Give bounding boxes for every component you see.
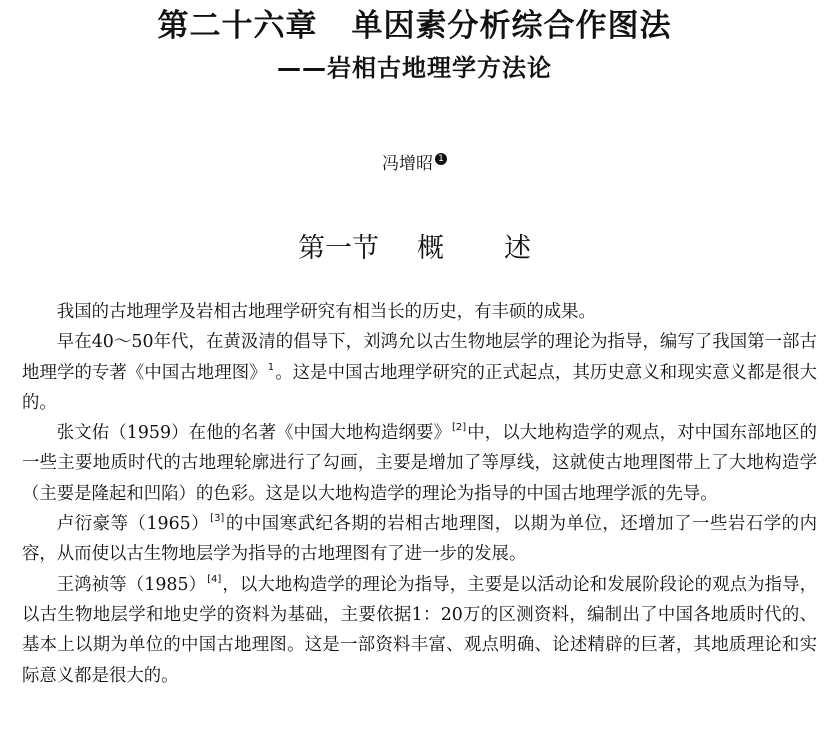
paragraph-2-after-ref: 。这是中国古地理学研究的正式起点，其历史意义和现实意义都是很大的。 [22, 362, 817, 413]
paragraph-2-before-ref: 早在40～50年代，在黄汲清的倡导下，刘鸿允以古生物地层学的理论为指导，编写了我国第一部古地理学的专著《中国古地理图》 [22, 332, 817, 383]
citation-ref-3: [3] [210, 513, 225, 525]
paragraph-4-before-ref: 卢衍豪等（1965） [56, 514, 210, 535]
paragraph-5-after-ref: ，以大地构造学的理论为指导，主要是以活动论和发展阶段论的观点为指导，以古生物地层学和地史学的资料为基础，主要依据1：20万的区测资料，编制出了中国各地质时代的、基本上以期为单位的中国古地理图。这是一部资料丰富、观点明确、论述精辟的巨著，其地质理论和实际意义都是很大的。 [22, 574, 817, 686]
section-number: 第一节 [298, 233, 379, 264]
section-title-part1: 概 [417, 233, 444, 264]
paragraph-5-before-ref: 王鸿祯等（1985） [56, 574, 207, 595]
section-heading [0, 229, 829, 269]
author-line [0, 151, 829, 177]
paragraph-4-after-ref: 的中国寒武纪各期的岩相古地理图，以期为单位，还增加了一些岩石学的内容，从而使以古生物地层学为指导的古地理图有了进一步的发展。 [22, 514, 817, 565]
chapter-title-text: 单因素分析综合作图法 [351, 8, 672, 44]
section-title-part2: 述 [504, 233, 531, 264]
paragraph-3-before-ref: 张文佑（1959）在他的名著《中国大地构造纲要》 [56, 423, 451, 444]
paragraph-5 [22, 570, 817, 691]
body-text [22, 297, 817, 691]
citation-ref-4: [4] [207, 573, 222, 585]
author-name: 冯增昭 [382, 154, 433, 174]
paragraph-2 [22, 327, 817, 418]
paragraph-1-text: 我国的古地理学及岩相古地理学研究有相当长的历史，有丰硕的成果。 [56, 302, 596, 322]
author-footnote-marker: 1 [435, 153, 447, 165]
chapter-number: 第二十六章 [157, 8, 318, 44]
paragraph-1 [22, 297, 817, 327]
chapter-title [0, 4, 829, 48]
citation-ref-1: 1 [267, 361, 275, 373]
paragraph-3-after-ref: 中，以大地构造学的观点，对中国东部地区的一些主要地质时代的古地理轮廓进行了勾画，主要是增加了等厚线，这就使古地理图带上了大地构造学（主要是隆起和凹陷）的色彩。这是以大地构造学的理论为指导的中国古地理学派的先导。 [22, 423, 817, 504]
paragraph-3 [22, 418, 817, 509]
chapter-subtitle: ——岩相古地理学方法论 [277, 54, 552, 82]
citation-ref-2: [2] [451, 422, 467, 434]
paragraph-4 [22, 509, 817, 570]
